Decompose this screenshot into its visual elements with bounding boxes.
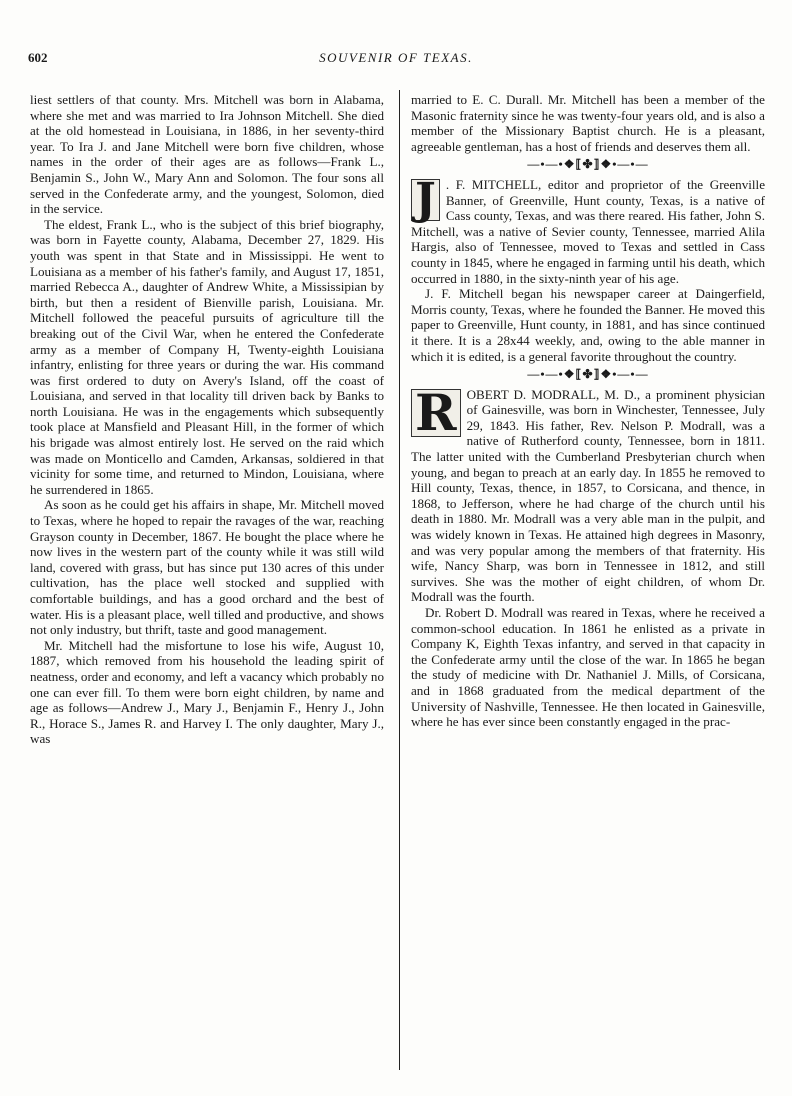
paragraph-continued: married to E. C. Durall. Mr. Mitchell has been a member of the Masonic fraternity since he was twenty-four years old, and is also a member of the Missionary Baptist church. He is a pleasant, agreeable gentleman, has a host of friends and deserves them all. — [411, 92, 765, 154]
paragraph-continued: liest settlers of that county. Mrs. Mitchell was born in Alabama, where she met and was married to Ira Johnson Mitchell. She died at the old homestead in Louisiana, in 1886, in her seventy-third year. To Ira J. and Jane Mitchell were born five children, whose names in the order of their ages are as follows—Frank L., Benjamin S., John W., Mary Ann and Solomon. The four sons all served in the Confederate army, and the youngest, Solomon, died in the service. — [30, 92, 384, 217]
right-column — [411, 92, 765, 730]
page-header — [28, 50, 764, 68]
paragraph-frank-biography: The eldest, Frank L., who is the subject of this brief biography, was born in Fayette county, Alabama, December 27, 1829. His youth was spent in that State and in Mississippi. He went to Louisiana as a member of his father's family, and August 17, 1851, married Rebecca A., daughter of Andrew White, a Mississipian by birth, but then a resident of Bienville parish, Louisiana. Mr. Mitchell followed the peaceful pursuits of agriculture till the breaking out of the Civil War, when he entered the Confederate army as a member of Company H, Twenty-eighth Louisiana infantry, enlisting for three years or during the war. His command was first ordered to duty on Avery's Island, off the coast of Louisiana, and served in that locality till driven back by Banks to north Louisiana. He was in the engagements which subsequently took place at Mansfield and Pleasant Hill, in the former of which his brigade was almost entirely lost. He served on the raid which was made on Monticello and Camden, Arkansas, soldiered in that vicinity for some time, and returned to Mindon, Louisiana, where he surrendered in 1865. — [30, 216, 384, 497]
paragraph-texas-move: As soon as he could get his affairs in shape, Mr. Mitchell moved to Texas, where he hoped to repair the ravages of the war, reaching Grayson county in December, 1867. He bought the place where he now lives in the western part of the county while it was still wild land, covered with grass, but has since put 130 acres of this under cultivation, has the place well stocked and supplied with comfortable buildings, and has a good orchard and the best of water. His is a pleasant place, well tilled and productive, and shows not only industry, but thrift, taste and good management. — [30, 497, 384, 638]
dropcap-letter: R — [411, 389, 461, 437]
column-divider — [399, 90, 400, 1070]
running-title: SOUVENIR OF TEXAS. — [319, 50, 473, 65]
section-ornament: —•—•❖⟦✤⟧❖•—•— — [527, 367, 649, 382]
paragraph-family: Mr. Mitchell had the misfortune to lose his wife, August 10, 1887, which removed from his household the leading spirit of neatness, order and economy, and left a vacancy which probably no one can ever fill. To them were born eight children, by name and age as follows—Andrew J., Mary J., Benjamin F., Henry J., John R., Horace S., James R. and Harvey I. The only daughter, Mary J., was — [30, 637, 385, 747]
entry-rd-modrall — [411, 382, 765, 730]
paragraph-modrall-intro — [411, 382, 765, 605]
paragraph-mitchell-career: J. F. Mitchell began his newspaper career at Daingerfield, Morris county, Texas, where he founded the Banner. He moved this paper to Greenville, Hunt county, in 1881, and has since continued it there. It is a 28x44 weekly, and, owing to the able manner in which it is edited, is a general favorite throughout the country. — [411, 286, 765, 364]
paragraph-mitchell-intro — [411, 173, 765, 286]
left-column — [30, 92, 384, 747]
mitchell-intro-text: . F. MITCHELL, editor and proprietor of the Greenville Banner, of Greenville, Hunt county, Texas, is a native of Cass county, Texas, and was there reared. His father, John S. Mitchell, was a native of Sevier county, Tennessee, married Alila Hargis, also of Tennessee, moved to Texas and settled in Cass county in 1845, where he engaged in farming until his death, which occurred in 1880, in the sixty-ninth year of his age. — [411, 176, 765, 286]
entry-jf-mitchell — [411, 173, 765, 364]
dropcap-letter: J — [411, 179, 440, 221]
page-number: 602 — [28, 50, 48, 65]
paragraph-modrall-career: Dr. Robert D. Modrall was reared in Texas, where he received a common-school education. In 1861 he enlisted as a private in Company K, Eighth Texas infantry, and served in that capacity in the Confederate army until the close of the war. In 1865 he began the study of medicine with Dr. Nathaniel J. Mills, of Corsicana, and in 1868 graduated from the medical department of the University of Nashville, Tennessee. He then located in Gainesville, where he has ever since been constantly engaged in the prac- — [411, 605, 765, 730]
modrall-intro-text: OBERT D. MODRALL, M. D., a prominent physician of Gainesville, was born in Winchester, Tennessee, July 29, 1843. His father, Rev. Nelson P. Modrall, was a native of Rutherford county, Tennessee, born in 1811. The latter united with the Cumberland Presbyterian church when young, and began to preach at an early day. In 1855 he removed to Hill county, Texas, thence, in 1857, to Corsicana, and thence, in 1868, to Jefferson, where he had charge of the church until his death in 1880. Mr. Modrall was a very able man in the pulpit, and was widely known in Texas. He attained high degrees in Masonry, and was very popular among the members of that fraternity. His wife, Nancy Sharp, was born in Tennessee in 1812, and still survives. She was the mother of eight children, of whom Dr. Modrall was the fourth. — [411, 386, 765, 605]
section-ornament: —•—•❖⟦✤⟧❖•—•— — [527, 157, 649, 172]
